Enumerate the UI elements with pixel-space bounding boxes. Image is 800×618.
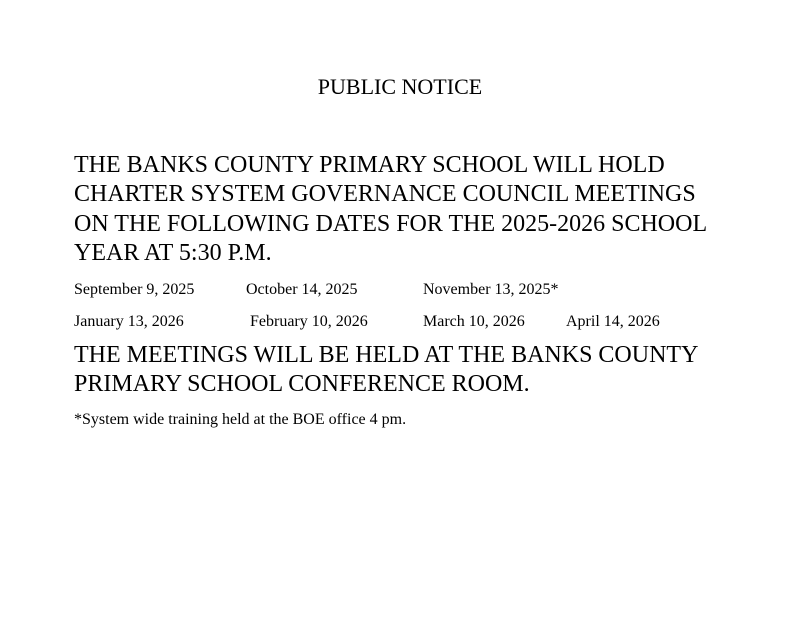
intro-line: THE BANKS COUNTY PRIMARY SCHOOL WILL HOLD <box>74 152 665 178</box>
intro-line: CHARTER SYSTEM GOVERNANCE COUNCIL MEETINGS <box>74 181 696 207</box>
location-line: PRIMARY SCHOOL CONFERENCE ROOM. <box>74 371 530 397</box>
intro-line: YEAR AT 5:30 P.M. <box>74 240 272 266</box>
meeting-date: October 14, 2025 <box>246 281 358 298</box>
meeting-date: November 13, 2025* <box>423 281 559 298</box>
meeting-date: January 13, 2026 <box>74 313 184 330</box>
meeting-date: April 14, 2026 <box>566 313 660 330</box>
intro-line: ON THE FOLLOWING DATES FOR THE 2025-2026 SCHOOL <box>74 211 708 237</box>
meeting-date: September 9, 2025 <box>74 281 195 298</box>
notice-title: PUBLIC NOTICE <box>317 74 483 99</box>
meeting-date: March 10, 2026 <box>423 313 525 330</box>
meeting-date: February 10, 2026 <box>250 313 368 330</box>
location-line: THE MEETINGS WILL BE HELD AT THE BANKS COUNTY <box>74 342 699 368</box>
footnote: *System wide training held at the BOE office 4 pm. <box>74 411 407 428</box>
